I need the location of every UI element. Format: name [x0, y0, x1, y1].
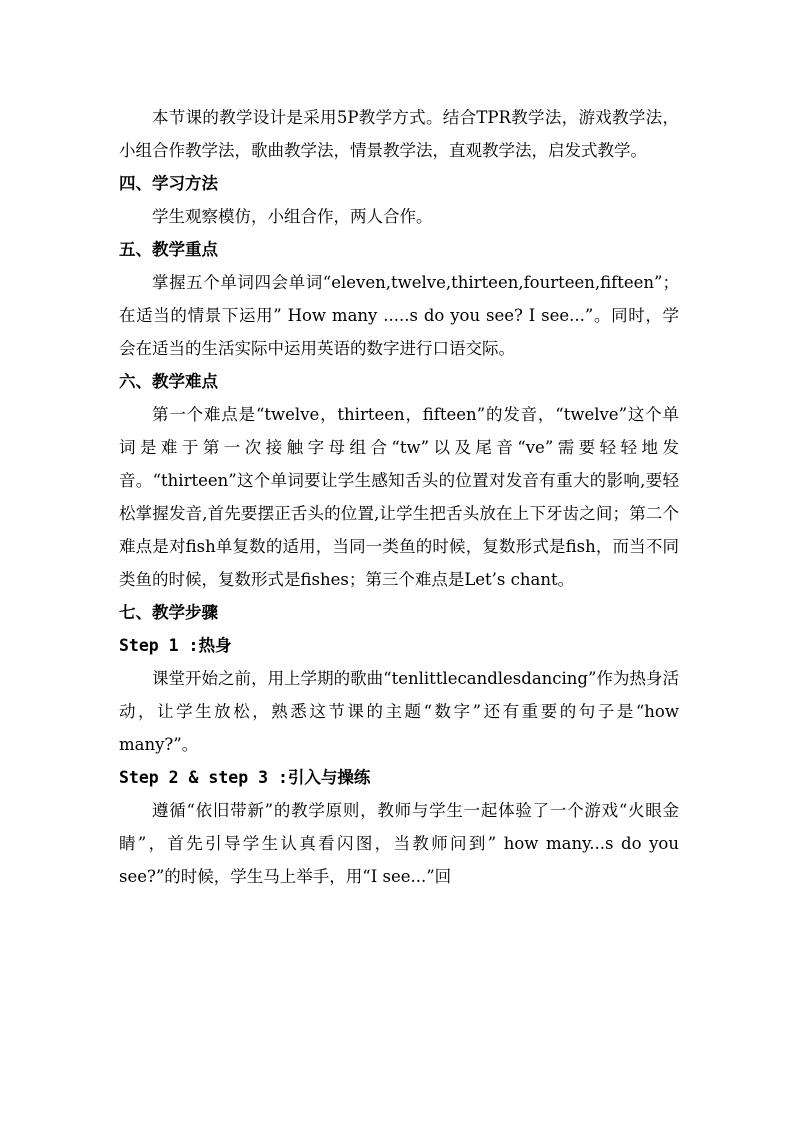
step1-title: 热身: [198, 636, 232, 655]
step1-heading: [119, 629, 679, 662]
step23-title: 引入与操练: [287, 768, 371, 787]
document-page: [119, 101, 679, 893]
step1-label: Step 1 :: [119, 636, 199, 655]
step23-heading: [119, 761, 679, 794]
step23-label: Step 2 & step 3 :: [119, 768, 288, 787]
heading-key-points: 五、教学重点: [119, 240, 218, 259]
difficulties-paragraph: 第一个难点是“twelve，thirteen，fifteen”的发音，“twelve”这个单词是难于第一次接触字母组合“tw”以及尾音“ve”需要轻轻地发音。“thirteen”这个单词要让学生感知舌头的位置对发音有重大的影响,要轻松掌握发音,首先要摆正舌头的位置,让学生把舌头放在上下牙齿之间；第二个难点是对fish单复数的适用，当同一类鱼的时候，复数形式是fish，而当不同类鱼的时候，复数形式是fishes；第三个难点是Let’s chant。: [119, 405, 679, 589]
learning-methods-paragraph: 学生观察模仿，小组合作，两人合作。: [152, 207, 433, 226]
intro-paragraph: 本节课的教学设计是采用5P教学方式。结合TPR教学法，游戏教学法，小组合作教学法，歌曲教学法，情景教学法，直观教学法，启发式教学。: [119, 108, 679, 160]
step1-paragraph: 课堂开始之前，用上学期的歌曲“tenlittlecandlesdancing”作为热身活动，让学生放松，熟悉这节课的主题“数字”还有重要的句子是“how many?”。: [119, 669, 679, 754]
heading-difficulties: 六、教学难点: [119, 372, 218, 391]
step23-paragraph: 遵循“依旧带新”的教学原则，教师与学生一起体验了一个游戏“火眼金睛”，首先引导学生认真看闪图，当教师问到” how many...s do you see?”的时候，学生马上举手，用“I see...”回: [119, 801, 679, 886]
heading-learning-methods: 四、学习方法: [119, 174, 218, 193]
heading-teaching-steps: 七、教学步骤: [119, 603, 218, 622]
key-points-paragraph: 掌握五个单词四会单词“eleven,twelve,thirteen,fourteen,fifteen”；在适当的情景下运用” How many .....s do you see? I see...”。同时，学会在适当的生活实际中运用英语的数字进行口语交际。: [119, 273, 679, 358]
